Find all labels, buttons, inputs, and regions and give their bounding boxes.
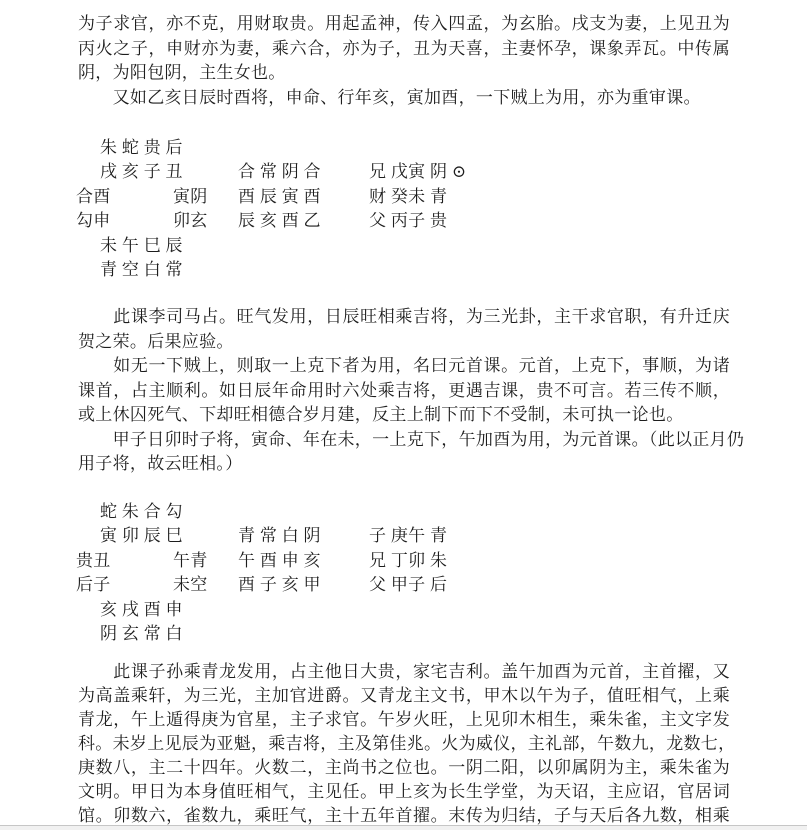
paragraph-5 <box>78 428 745 477</box>
chart1-course-row-1: 合 常 阴 合 <box>238 162 321 181</box>
text-line: 课首，占主顺利。如日辰年命用时六处乘吉将，更遇吉课，贵不可言。若三传不顺， <box>78 380 730 400</box>
liuren-course-chart-1 <box>78 133 730 280</box>
text-line: 甲子日卯时子将，寅命、年在未，一上克下，午加酉为用，为元首课。（此以正月仍 <box>78 429 745 449</box>
text-line: 为高盖乘轩，为三光，主加官进爵。又青龙主文书，甲木以午为子，值旺相气，上乘 <box>78 685 730 705</box>
text-line: 丙火之子，申财亦为妻，乘六合，亦为子，丑为天喜，主妻怀孕，课象弄瓦。中传属 <box>78 38 730 58</box>
chart1-transmission-1: 兄 戊寅 阴 ⊙ <box>369 162 467 181</box>
chart2-transmission-3: 父 甲子 后 <box>369 574 448 594</box>
chart2-transmission-2: 兄 丁卯 朱 <box>369 550 448 570</box>
text-line: 科。未岁上见辰为亚魁，乘吉将，主及第佳兆。火为威仪，主礼部，午数九，龙数七， <box>78 733 736 753</box>
chart1-right-pair-2: 卯玄 <box>173 211 208 230</box>
chart2-bottom-generals: 阴 玄 常 白 <box>100 623 183 643</box>
chart2-right-pair-1: 午青 <box>173 550 208 570</box>
chart2-transmission-1: 子 庚午 青 <box>369 525 448 545</box>
chart2-left-pair-1: 贵丑 <box>76 550 111 570</box>
chart1-transmission-2: 财 癸未 青 <box>369 187 448 206</box>
paragraph-1 <box>78 12 730 86</box>
text-line: 阴，为阳包阴，主生女也。 <box>78 63 286 82</box>
text-line: 此课子孙乘青龙发用，占主他日大贵，家宅吉利。盖午加酉为元首，主首擢，又 <box>78 661 730 681</box>
chart2-top-branches: 寅 卯 辰 巳 <box>100 525 183 545</box>
text-line: 馆。卯数六，雀数九，乘旺气，主十五年首擢。末传为归结，子与天后各九数，相乘 <box>78 805 730 825</box>
chart1-course-row-3: 辰 亥 酉 乙 <box>238 211 321 230</box>
text-line: 用子将，故云旺相。） <box>78 454 243 473</box>
text-line: 文明。甲日为本身值旺相气，主见任。甲上亥为长生学堂，为天诏，主应诏，官居词 <box>78 781 730 801</box>
chart1-bottom-branches: 未 午 巳 辰 <box>100 236 183 255</box>
liuren-course-chart-2 <box>78 497 730 644</box>
text-line: 此课李司马占。旺气发用，日辰旺相乘吉将，为三光卦，主干求官职，有升迁庆 <box>78 307 730 326</box>
chart2-left-pair-2: 后子 <box>76 574 111 594</box>
text-line: 为子求官，亦不克，用财取贵。用起孟神，传入四孟，为玄胎。戌支为妻，上见丑为 <box>78 14 730 33</box>
text-line: 贺之荣。后果应验。 <box>78 331 234 351</box>
paragraph-4 <box>78 354 730 428</box>
page-bottom-bar <box>0 825 807 830</box>
chart2-course-row-3: 酉 子 亥 甲 <box>238 574 321 594</box>
chart1-left-pair-2: 勾申 <box>76 211 111 230</box>
text-line: 或上休囚死气、下却旺相德合岁月建，反主上制下而下不受制，未可执一论也。 <box>78 405 684 424</box>
chart1-top-generals: 朱 蛇 贵 后 <box>100 138 183 157</box>
chart2-course-row-1: 青 常 白 阴 <box>238 525 321 545</box>
text-line: 如无一下贼上，则取一上克下者为用，名曰元首课。元首，上克下，事顺，为诸 <box>78 356 730 375</box>
chart1-left-pair-1: 合酉 <box>76 187 111 206</box>
chart2-top-generals: 蛇 朱 合 勾 <box>100 501 183 521</box>
paragraph-6 <box>78 660 736 828</box>
chart1-top-branches: 戌 亥 子 丑 <box>100 162 183 181</box>
paragraph-3 <box>78 305 730 354</box>
text-line: 庚数八，主二十四年。火数二，主尚书之位也。一阴二阳，以卯属阴为主，乘朱雀为 <box>78 757 730 777</box>
chart1-course-row-2: 酉 辰 寅 酉 <box>238 187 321 206</box>
chart1-transmission-3: 父 丙子 贵 <box>369 211 448 230</box>
text-line: 又如乙亥日辰时酉将，申命、行年亥，寅加酉，一下贼上为用，亦为重审课。 <box>78 87 701 107</box>
chart2-bottom-branches: 亥 戌 酉 申 <box>100 599 183 619</box>
text-line: 青龙，午上遁得庚为官星，主子求官。午岁火旺，上见卯木相生，乘朱雀，主文字发 <box>78 709 730 729</box>
chart2-course-row-2: 午 酉 申 亥 <box>238 550 321 570</box>
paragraph-2 <box>78 86 730 111</box>
chart1-right-pair-1: 寅阴 <box>173 187 208 206</box>
chart2-right-pair-2: 未空 <box>173 574 208 594</box>
chart1-bottom-generals: 青 空 白 常 <box>100 260 183 279</box>
